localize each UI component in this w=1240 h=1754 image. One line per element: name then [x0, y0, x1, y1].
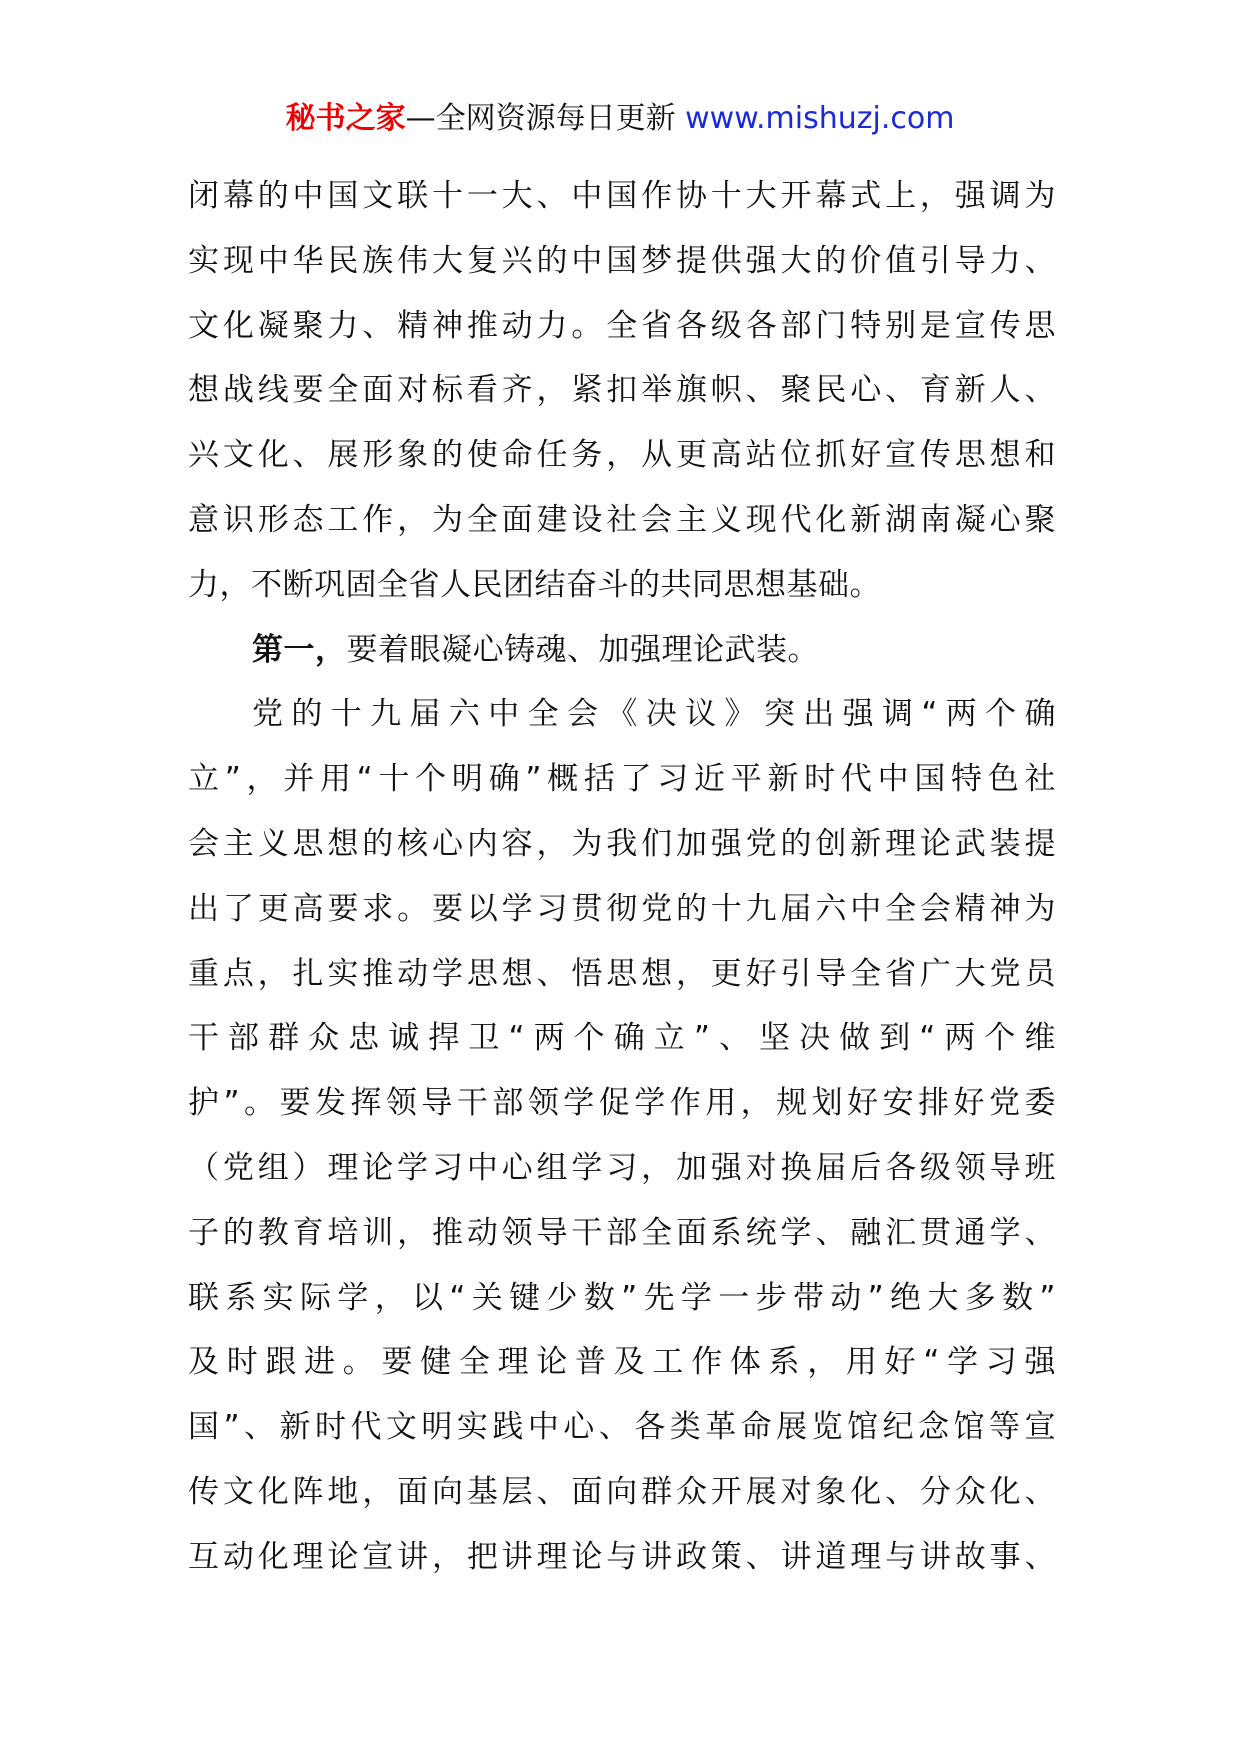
paragraph-line: 联系实际学，以“关键少数”先学一步带动”绝大多数” — [188, 1279, 1056, 1316]
paragraph-line: 文化凝聚力、精神推动力。全省各级各部门特别是宣传思 — [188, 307, 1056, 344]
section-heading-text: 要着眼凝心铸魂、加强理论武装。 — [346, 631, 819, 668]
paragraph-line: 立”，并用“十个明确”概括了习近平新时代中国特色社 — [188, 761, 1056, 798]
document-body — [188, 164, 1056, 1590]
section-lead: 第一， — [252, 631, 347, 668]
paragraph-line: 及时跟进。要健全理论普及工作体系，用好“学习强 — [188, 1344, 1056, 1381]
paragraph-line: 子的教育培训，推动领导干部全面系统学、融汇贯通学、 — [188, 1214, 1056, 1251]
paragraph-line: 党的十九届六中全会《决议》突出强调“两个确 — [252, 696, 1056, 733]
paragraph-line: 传文化阵地，面向基层、面向群众开展对象化、分众化、 — [188, 1473, 1056, 1510]
paragraph-line: 出了更高要求。要以学习贯彻党的十九届六中全会精神为 — [188, 890, 1056, 927]
paragraph-line: 会主义思想的核心内容，为我们加强党的创新理论武装提 — [188, 825, 1056, 862]
paragraph-line: 兴文化、展形象的使命任务，从更高站位抓好宣传思想和 — [188, 437, 1056, 474]
page-header — [0, 96, 1240, 142]
header-tagline: —全网资源每日更新 — [405, 101, 686, 136]
paragraph-line: 闭幕的中国文联十一大、中国作协十大开幕式上，强调为 — [188, 178, 1056, 214]
paragraph-line: 意识形态工作，为全面建设社会主义现代化新湖南凝心聚 — [188, 501, 1056, 538]
paragraph-line: 护”。要发挥领导干部领学促学作用，规划好安排好党委 — [188, 1085, 1056, 1122]
paragraph-line: 互动化理论宣讲，把讲理论与讲政策、讲道理与讲故事、 — [188, 1538, 1056, 1575]
paragraph-line: 力，不断巩固全省人民团结奋斗的共同思想基础。 — [188, 566, 881, 603]
paragraph-line: 想战线要全面对标看齐，紧扣举旗帜、聚民心、育新人、 — [188, 372, 1056, 409]
section-heading — [188, 618, 1056, 683]
header-brand: 秘书之家 — [285, 101, 406, 136]
paragraph-line: 重点，扎实推动学思想、悟思想，更好引导全省广大党员 — [188, 955, 1056, 992]
header-url-link[interactable]: www.mishuzj.com — [685, 101, 955, 136]
paragraph-line: 实现中华民族伟大复兴的中国梦提供强大的价值引导力、 — [188, 242, 1056, 279]
paragraph-line: （党组）理论学习中心组学习，加强对换届后各级领导班 — [188, 1149, 1056, 1186]
paragraph-line: 干部群众忠诚捍卫“两个确立”、坚决做到“两个维 — [188, 1020, 1056, 1057]
paragraph-line: 国”、新时代文明实践中心、各类革命展览馆纪念馆等宣 — [188, 1409, 1056, 1446]
